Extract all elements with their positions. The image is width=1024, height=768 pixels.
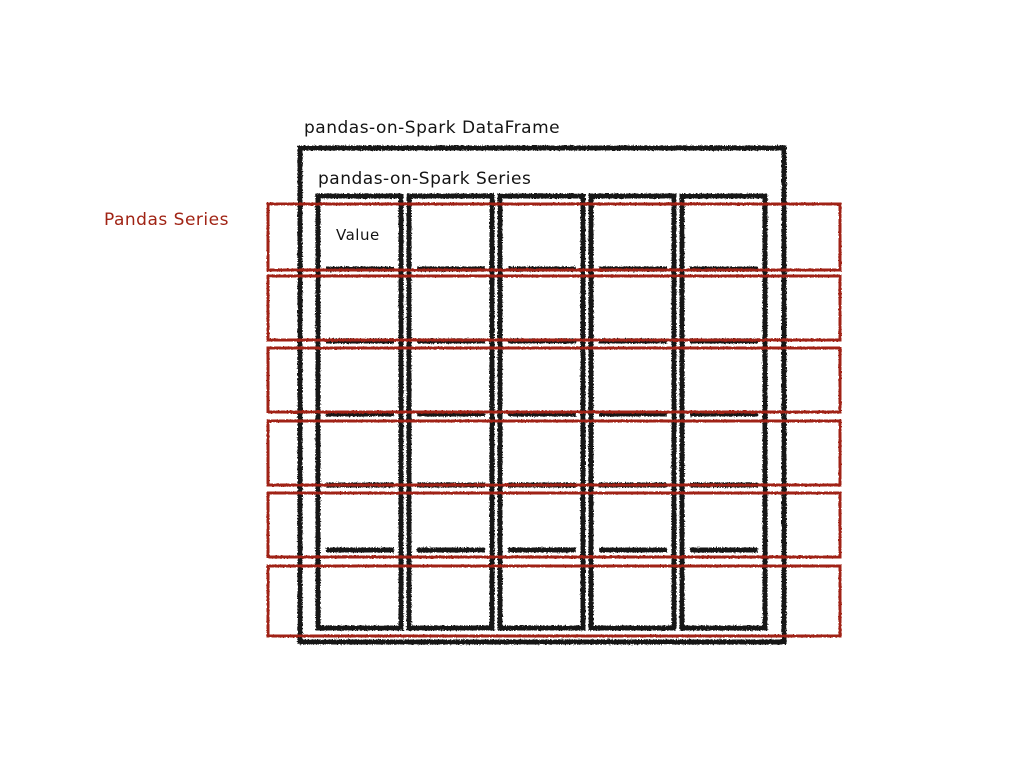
pandas-series-row-box <box>268 276 840 340</box>
cell-separators <box>326 269 758 550</box>
pandas-series-row-box <box>268 421 840 485</box>
dataframe-label: pandas-on-Spark DataFrame <box>304 118 561 138</box>
pandas-series-row-boxes <box>268 204 840 636</box>
value-cell-label: Value <box>336 226 380 244</box>
spark-series-label: pandas-on-Spark Series <box>318 169 532 189</box>
dataframe-outer-box <box>300 148 784 642</box>
pandas-series-row-box <box>268 493 840 557</box>
pandas-series-row-box <box>268 348 840 412</box>
pandas-series-label: Pandas Series <box>104 210 229 230</box>
